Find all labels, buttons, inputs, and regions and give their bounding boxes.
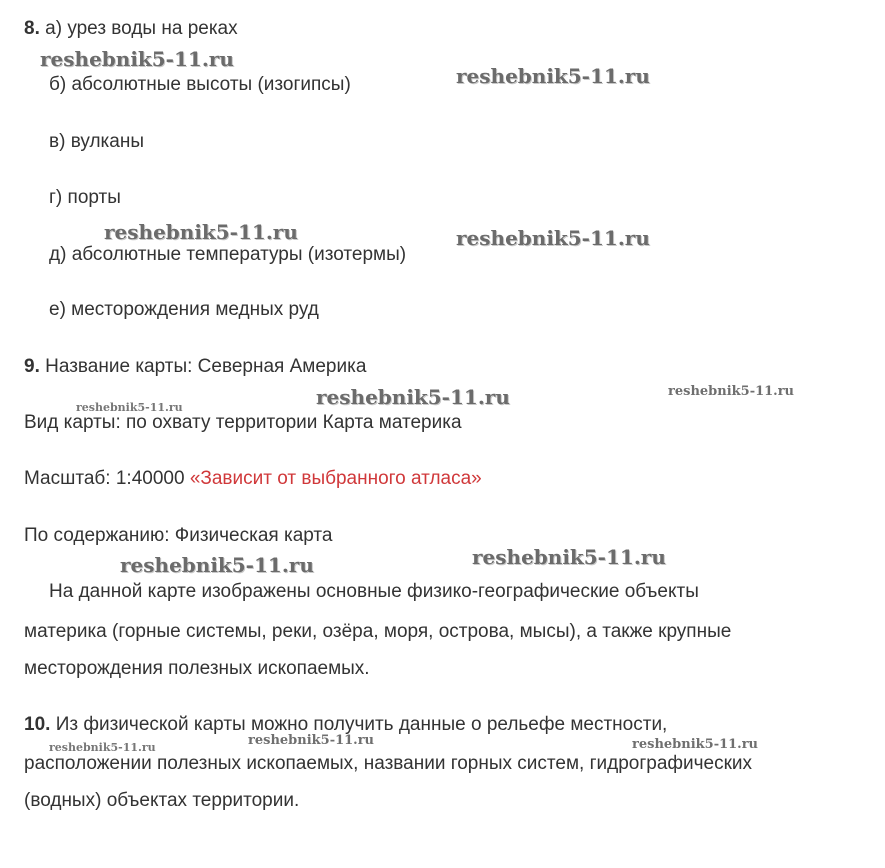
watermark: reshebnik5-11.ru [316, 385, 510, 409]
q9-map-type: Вид карты: по охвату территории Карта материка [24, 412, 462, 433]
q9-scale [24, 467, 482, 491]
q10-line-1 [24, 713, 667, 737]
watermark: reshebnik5-11.ru [120, 553, 314, 577]
q8-item-c: в) вулканы [49, 131, 144, 152]
q8-item-d: г) порты [49, 187, 121, 208]
q8-item-a [24, 17, 238, 41]
watermark: reshebnik5-11.ru [456, 64, 650, 88]
q9-scale-label: Масштаб: 1:40000 [24, 468, 190, 489]
watermark: reshebnik5-11.ru [456, 226, 650, 250]
watermark: reshebnik5-11.ru [632, 737, 759, 752]
q9-number: 9. [24, 356, 40, 377]
q8-item-b: б) абсолютные высоты (изогипсы) [49, 74, 351, 95]
q10-number: 10. [24, 714, 51, 735]
watermark: reshebnik5-11.ru [104, 220, 298, 244]
watermark: reshebnik5-11.ru [472, 545, 666, 569]
watermark: reshebnik5-11.ru [76, 401, 183, 414]
q9-content: По содержанию: Физическая карта [24, 525, 333, 546]
q9-desc-line-3: месторождения полезных ископаемых. [24, 658, 370, 679]
q10-line-2: расположении полезных ископаемых, названии горных систем, гидрографических [24, 753, 753, 774]
q9-title-text: Название карты: Северная Америка [39, 356, 367, 377]
q8-item-e: д) абсолютные температуры (изотермы) [49, 244, 407, 265]
q8-item-f: е) месторождения медных руд [49, 299, 319, 320]
q9-scale-note: «Зависит от выбранного атласа» [189, 468, 482, 489]
watermark: reshebnik5-11.ru [49, 741, 156, 754]
q10-line-3: (водных) объектах территории. [24, 790, 300, 811]
watermark: reshebnik5-11.ru [668, 384, 795, 399]
q9-desc-line-2: материка (горные системы, реки, озёра, моря, острова, мысы), а также крупные [24, 621, 732, 642]
watermark: reshebnik5-11.ru [248, 733, 375, 748]
q10-text-1: Из физической карты можно получить данные о рельефе местности, [50, 714, 668, 735]
watermark: reshebnik5-11.ru [40, 47, 234, 71]
q8-a-text: а) урез воды на реках [45, 18, 238, 39]
q9-desc-line-1: На данной карте изображены основные физико-географические объекты [49, 581, 699, 602]
q9-title [24, 355, 366, 379]
q8-number: 8. [24, 18, 40, 39]
